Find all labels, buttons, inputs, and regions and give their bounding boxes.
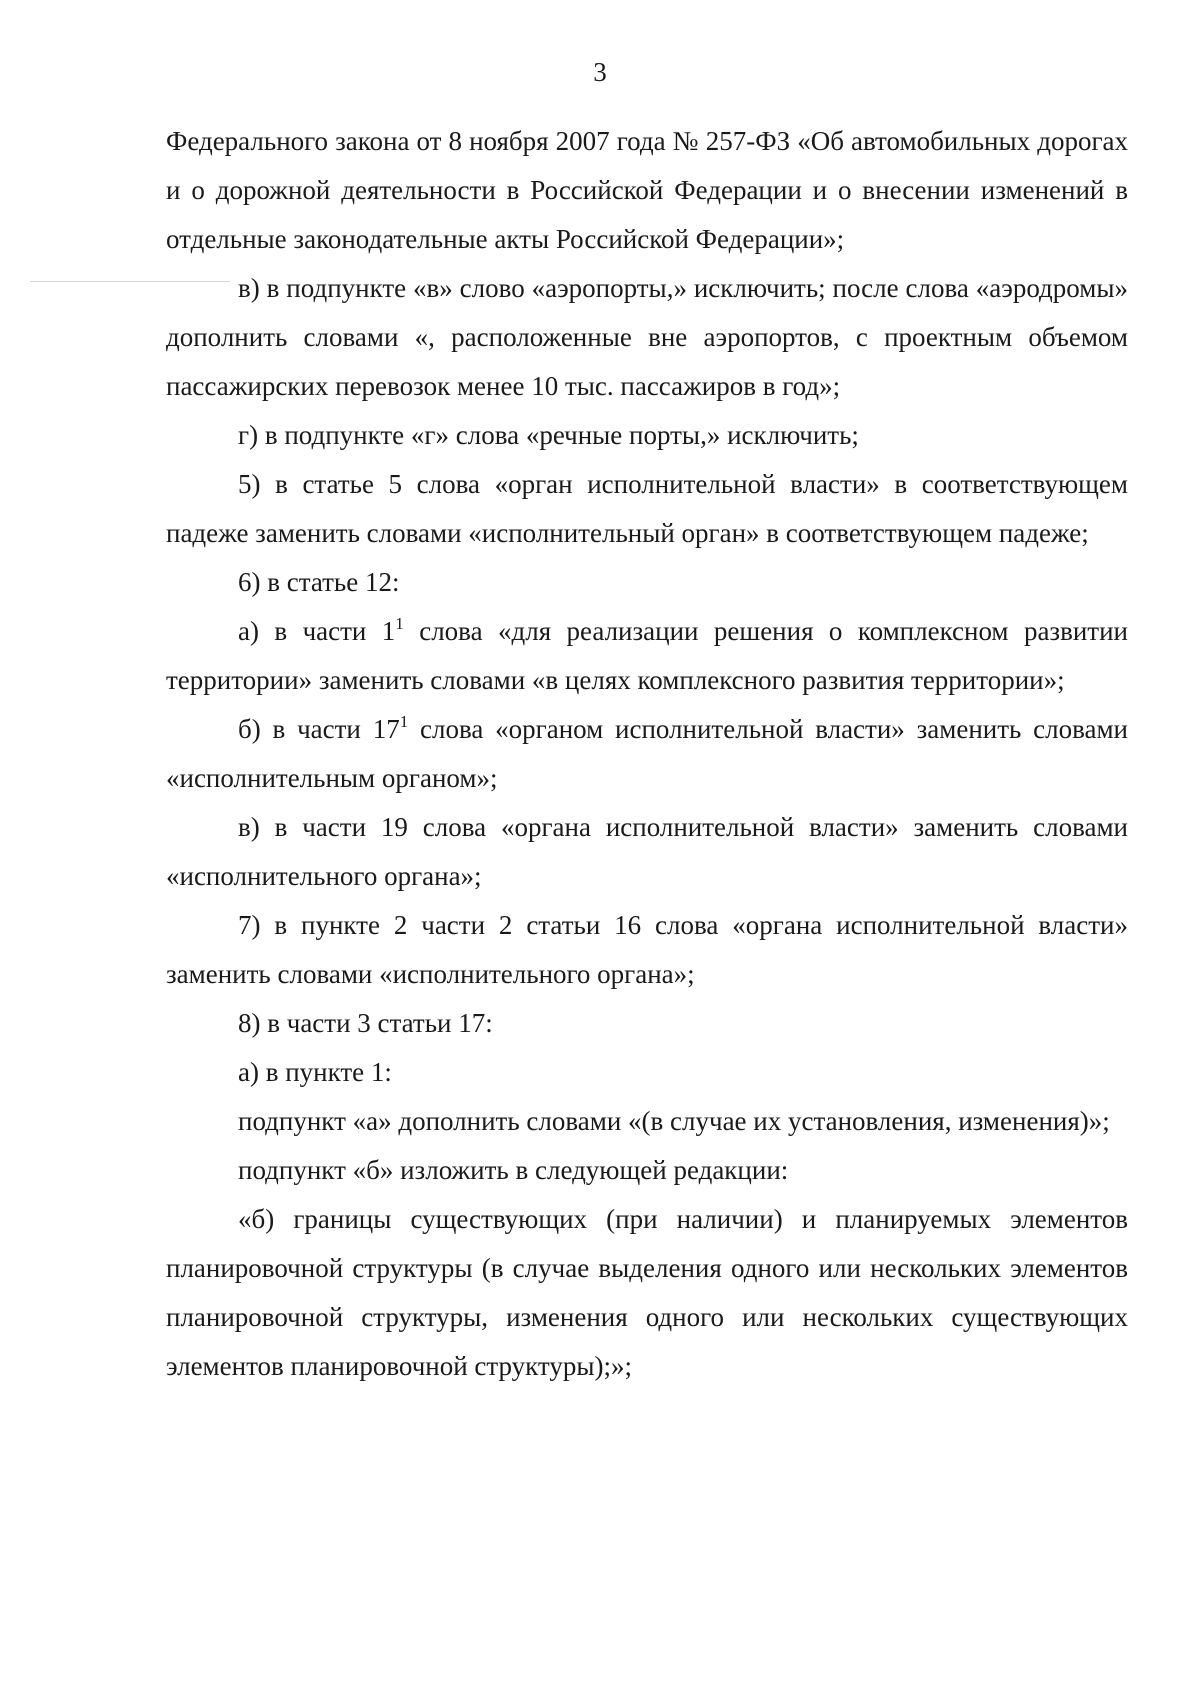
text-line: существующих элементов планировочной структуры);»; <box>166 1302 1129 1381</box>
text-line: в год»; <box>762 371 841 401</box>
text-line: изменения)»; <box>958 1106 1110 1136</box>
paragraph-item-6: 6) в статье 12: <box>238 567 400 597</box>
paragraph-item-8: 8) в части 3 статьи 17: <box>238 1008 493 1038</box>
paragraph-item-g: г) в подпункте «г» слова «речные порты,» исключить; <box>238 420 859 450</box>
paragraph-item-6a <box>166 607 1128 705</box>
text-line: «исполнительным органом»; <box>166 763 498 793</box>
paragraph-item-7 <box>166 901 1128 999</box>
text-line: 7) в пункте 2 части 2 статьи 16 слова «органа исполнительной власти» <box>238 910 1128 940</box>
text-line: планировочной структуры (в случае выделения одного или нескольких <box>166 1253 1001 1283</box>
text-line: слова «для реализации решения о комплексном развитии <box>403 616 1128 646</box>
text-line: с проектным объемом пассажирских перевозок менее 10 тыс. пассажиров <box>166 322 1128 401</box>
text-line: «аэродромы» дополнить словами «, расположенные вне аэропортов, <box>166 273 1128 352</box>
text-fragment: б) в части 17 <box>238 714 400 744</box>
text-line: в) в подпункте «в» слово «аэропорты,» исключить; после слова <box>238 273 969 303</box>
paragraph-item-5 <box>166 460 1128 558</box>
text-line: изменений в отдельные законодательные акты Российской Федерации»; <box>166 175 1128 254</box>
text-line: «исполнительного органа»; <box>166 861 482 891</box>
paragraph-item-v <box>166 264 1128 411</box>
text-line: 5) в статье 5 слова «орган исполнительной власти» в соответствующем <box>238 469 1128 499</box>
text-line: заменить словами «исполнительного органа»; <box>166 959 695 989</box>
paragraph-item-6v <box>166 803 1128 901</box>
paragraph-quoted-b <box>166 1195 1128 1391</box>
text-line: падеже заменить словами «исполнительный орган» в соответствующем падеже; <box>166 518 1089 548</box>
paragraph-item-6b <box>166 705 1128 803</box>
text-line: «б) границы существующих (при наличии) и планируемых элементов <box>238 1204 1128 1234</box>
text-line: слова «органом исполнительной власти» заменить словами <box>408 714 1128 744</box>
text-line: в) в части 19 слова «органа исполнительной власти» заменить словами <box>238 812 1128 842</box>
paragraph-item-8a: а) в пункте 1: <box>238 1057 392 1087</box>
superscript: 1 <box>399 712 409 731</box>
paragraph-subitem-b: подпункт «б» изложить в следующей редакции: <box>238 1155 789 1185</box>
document-body <box>166 117 1128 1391</box>
text-line: территории» заменить словами «в целях комплексного развития территории»; <box>166 665 1065 695</box>
text-fragment: а) в части 1 <box>238 616 396 646</box>
superscript: 1 <box>395 614 404 633</box>
paragraph-subitem-a <box>166 1097 1128 1146</box>
text-line: элементов планировочной структуры, изменения одного или нескольких <box>166 1253 1128 1332</box>
text-line: подпункт «а» дополнить словами «(в случае их установления, <box>238 1106 952 1136</box>
paragraph-continuation <box>166 117 1128 264</box>
page-number: 3 <box>593 57 607 87</box>
text-line: дорогах и о дорожной деятельности в Российской Федерации и о внесении <box>166 126 1129 205</box>
text-line: Федерального закона от 8 ноября 2007 года № 257-ФЗ «Об автомобильных <box>166 126 1031 156</box>
